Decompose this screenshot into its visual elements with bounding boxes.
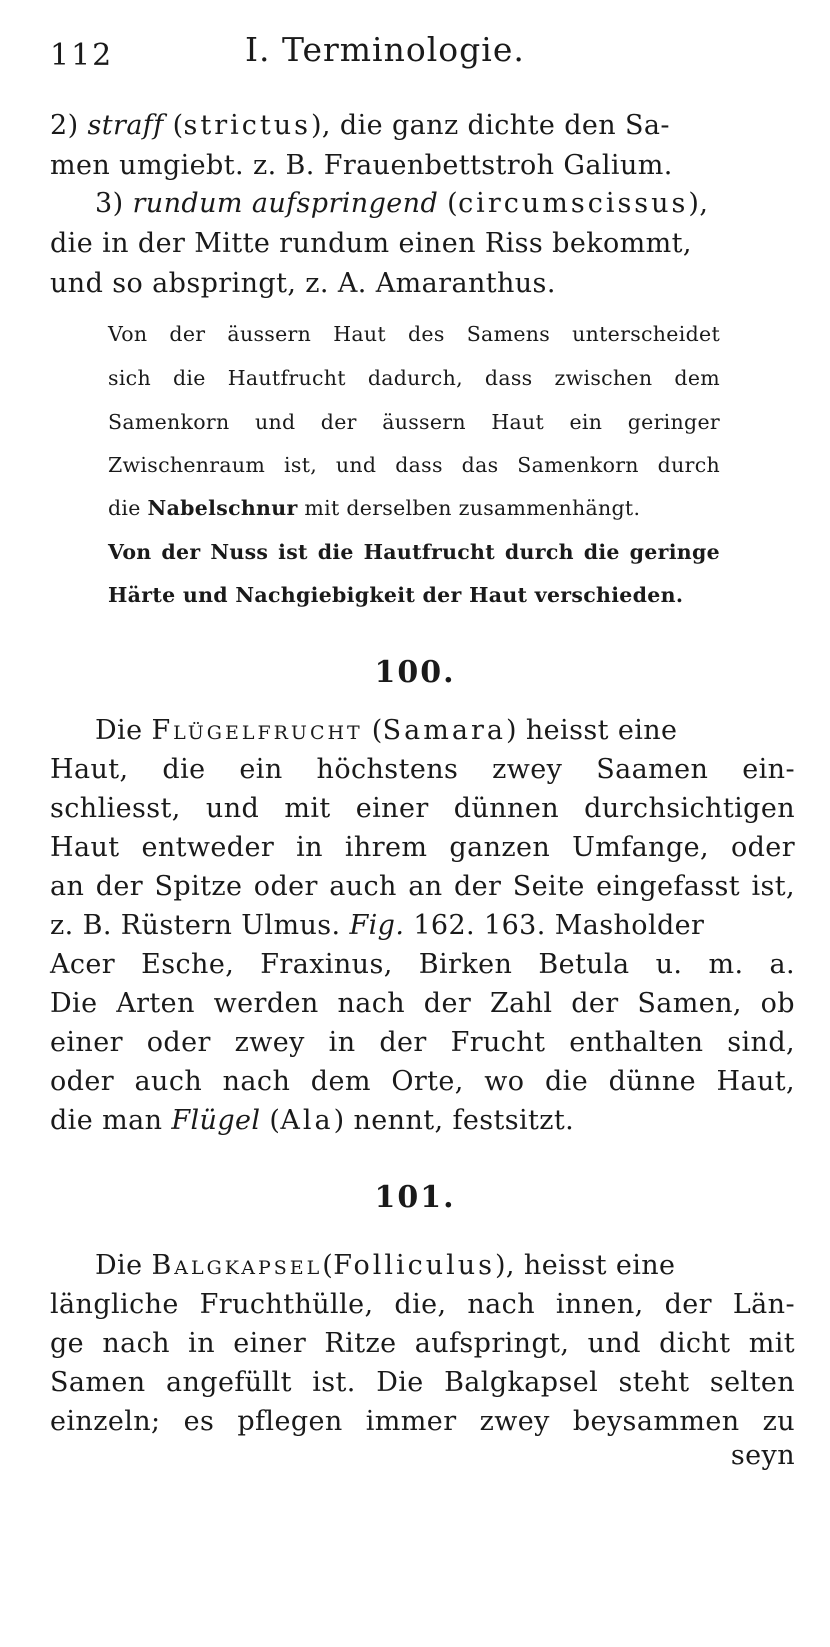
text-line: oder auch nach dem Orte, wo die dünne Haut, xyxy=(50,1066,795,1097)
text-line: Die Flügelfrucht (Samara) heisst eine xyxy=(95,715,678,746)
text-line: schliesst, und mit einer dünnen durchsichtigen xyxy=(50,793,795,824)
page-number: 112 xyxy=(50,38,114,73)
text-line: z. B. Rüstern Ulmus. Fig. 162. 163. Masholder xyxy=(50,910,705,941)
text-line: einzeln; es pflegen immer zwey beysammen zu xyxy=(50,1406,795,1437)
text-line: ge nach in einer Ritze aufspringt, und dicht mit xyxy=(50,1328,795,1359)
text-line: längliche Fruchthülle, die, nach innen, der Län- xyxy=(50,1289,795,1320)
text-line: Haut, die ein höchstens zwey Saamen ein- xyxy=(50,754,795,785)
note-line: sich die Hautfrucht dadurch, dass zwischen dem xyxy=(108,366,720,390)
text-line: die man Flügel (Ala) nennt, festsitzt. xyxy=(50,1105,575,1136)
note-line: Zwischenraum ist, und dass das Samenkorn durch xyxy=(108,453,720,477)
text-line: die in der Mitte rundum einen Riss bekommt, xyxy=(50,228,692,259)
text-line: Haut entweder in ihrem ganzen Umfange, oder xyxy=(50,832,795,863)
text-line: men umgiebt. z. B. Frauenbettstroh Galium. xyxy=(50,150,673,181)
text-line: an der Spitze oder auch an der Seite eingefasst ist, xyxy=(50,871,795,902)
note-line: Härte und Nachgiebigkeit der Haut verschieden. xyxy=(108,583,684,607)
running-title: I. Terminologie. xyxy=(245,30,525,69)
section-number: 101. xyxy=(374,1180,456,1215)
catchword: seyn xyxy=(730,1440,795,1471)
note-line: Von der Nuss ist die Hautfrucht durch die geringe xyxy=(108,540,720,564)
note-line: die Nabelschnur mit derselben zusammenhängt. xyxy=(108,496,641,520)
text-line: Die Balgkapsel(Folliculus), heisst eine xyxy=(95,1250,676,1281)
note-line: Von der äussern Haut des Samens unterscheidet xyxy=(108,322,720,346)
text-line: Die Arten werden nach der Zahl der Samen, ob xyxy=(50,988,795,1019)
text-line: einer oder zwey in der Frucht enthalten sind, xyxy=(50,1027,795,1058)
text-line: Samen angefüllt ist. Die Balgkapsel steht selten xyxy=(50,1367,795,1398)
text-line: und so abspringt, z. A. Amaranthus. xyxy=(50,268,556,299)
text-line: 3) rundum aufspringend (circumscissus), xyxy=(95,188,709,219)
text-line: Acer Esche, Fraxinus, Birken Betula u. m. a. xyxy=(50,949,795,980)
note-line: Samenkorn und der äussern Haut ein geringer xyxy=(108,410,720,434)
section-number: 100. xyxy=(374,655,456,690)
text-line: 2) straff (strictus), die ganz dichte den Sa- xyxy=(50,110,670,141)
